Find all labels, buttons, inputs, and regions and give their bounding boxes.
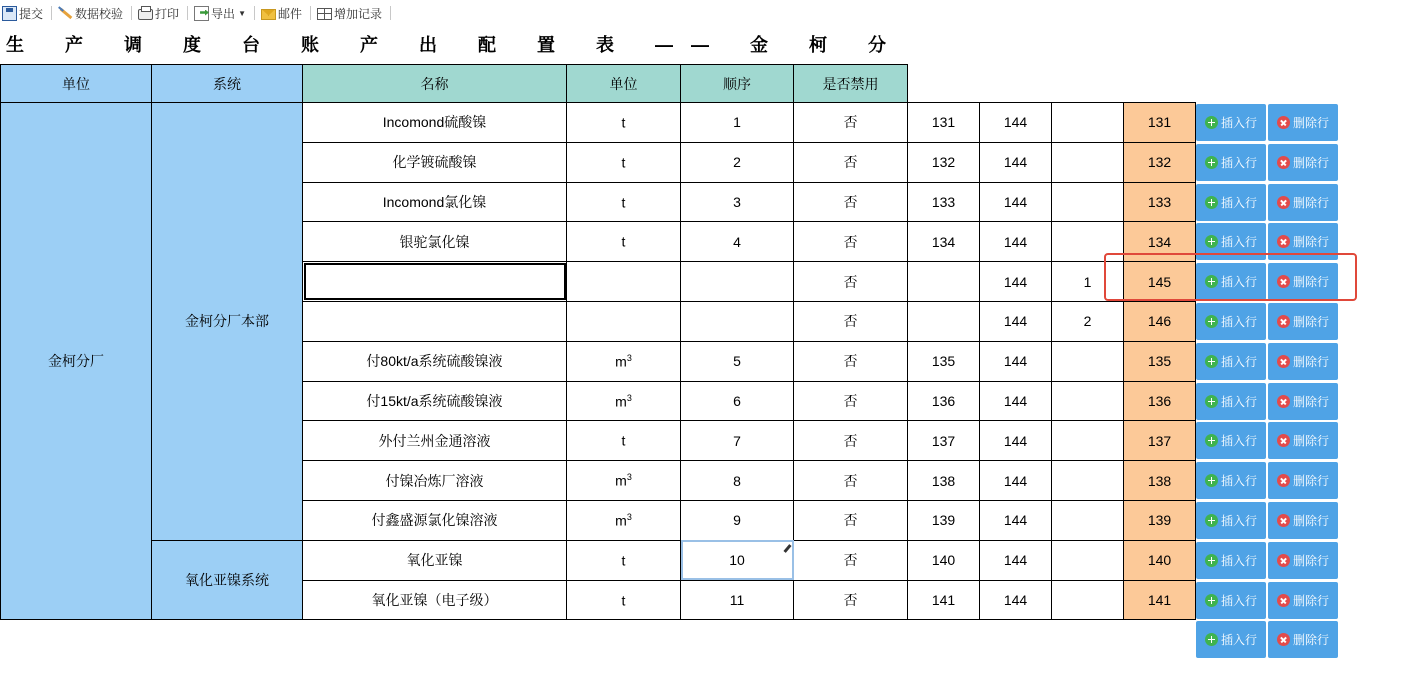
plus-icon — [1205, 355, 1218, 368]
key-cell[interactable]: 136 — [1124, 381, 1196, 421]
delete-row-button[interactable] — [1268, 582, 1338, 619]
parent-id-cell[interactable]: 144 — [980, 301, 1052, 341]
sub-index-cell[interactable] — [1052, 182, 1124, 222]
insert-row-label: 插入行 — [1220, 354, 1257, 369]
header-blank — [1124, 65, 1196, 103]
delete-row-button[interactable] — [1268, 184, 1338, 221]
mail-button[interactable] — [259, 2, 306, 24]
key-cell[interactable]: 133 — [1124, 182, 1196, 222]
parent-id-cell[interactable]: 144 — [980, 103, 1052, 143]
measure-unit-text: t — [621, 592, 626, 609]
delete-row-button[interactable] — [1268, 422, 1338, 459]
measure-unit-cell[interactable] — [567, 461, 681, 501]
delete-row-label: 删除行 — [1292, 553, 1329, 568]
print-label: 打印 — [155, 6, 180, 21]
disabled-cell[interactable]: 否 — [794, 461, 908, 501]
close-icon — [1277, 554, 1290, 567]
toolbar-divider — [390, 6, 391, 20]
plus-icon — [1205, 395, 1218, 408]
measure-unit-superscript: 3 — [626, 352, 632, 363]
action-row — [1196, 582, 1340, 619]
parent-id-cell[interactable]: 144 — [980, 262, 1052, 302]
id-cell[interactable]: 138 — [908, 461, 980, 501]
header-row — [1, 65, 1196, 103]
plus-icon — [1205, 633, 1218, 646]
order-cell[interactable]: 7 — [681, 421, 794, 461]
name-cell[interactable]: 氧化亚镍 — [303, 540, 567, 580]
insert-row-label: 插入行 — [1220, 116, 1257, 130]
print-button[interactable] — [136, 2, 183, 24]
delete-row-label: 删除行 — [1292, 434, 1329, 449]
parent-id-cell[interactable]: 144 — [980, 381, 1052, 421]
action-row — [1196, 104, 1340, 141]
id-cell[interactable]: 132 — [908, 142, 980, 182]
key-cell[interactable]: 135 — [1124, 341, 1196, 381]
delete-row-button[interactable] — [1268, 144, 1338, 181]
printer-icon — [138, 9, 153, 20]
parent-id-cell[interactable]: 144 — [980, 341, 1052, 381]
toolbar-divider — [254, 6, 255, 20]
header-name: 名称 — [303, 65, 567, 103]
highlight-annotation — [1104, 253, 1357, 301]
key-cell[interactable]: 139 — [1124, 500, 1196, 540]
caret-down-icon: ▼ — [238, 8, 246, 18]
plus-icon — [1205, 514, 1218, 527]
disabled-cell[interactable]: 否 — [794, 421, 908, 461]
sub-index-cell[interactable] — [1052, 540, 1124, 580]
action-row — [1196, 144, 1340, 181]
id-cell[interactable]: 135 — [908, 341, 980, 381]
name-cell[interactable] — [303, 262, 567, 302]
order-cell[interactable]: 1 — [681, 103, 794, 143]
pencil-icon — [783, 544, 791, 553]
insert-row-button[interactable] — [1196, 542, 1266, 579]
measure-unit-text: m — [615, 393, 627, 410]
id-cell[interactable]: 137 — [908, 421, 980, 461]
key-cell[interactable]: 145 — [1124, 262, 1196, 302]
measure-unit-cell[interactable] — [567, 182, 681, 222]
insert-row-label: 插入行 — [1220, 315, 1257, 329]
disabled-cell[interactable]: 否 — [794, 540, 908, 580]
close-icon — [1277, 434, 1290, 447]
insert-row-label: 插入行 — [1220, 553, 1257, 568]
close-icon — [1277, 395, 1290, 408]
close-icon — [1277, 315, 1290, 328]
measure-unit-text: t — [621, 194, 626, 211]
export-button[interactable] — [192, 2, 250, 24]
name-cell[interactable]: 付15kt/a系统硫酸镍液 — [303, 381, 567, 421]
sub-index-cell[interactable] — [1052, 500, 1124, 540]
plus-icon — [1205, 156, 1218, 169]
key-cell[interactable]: 131 — [1124, 103, 1196, 143]
disabled-cell[interactable]: 否 — [794, 103, 908, 143]
id-cell[interactable]: 140 — [908, 540, 980, 580]
disabled-cell[interactable]: 否 — [794, 381, 908, 421]
key-cell[interactable]: 137 — [1124, 421, 1196, 461]
name-cell[interactable]: 氧化亚镍（电子级） — [303, 580, 567, 620]
delete-row-button[interactable] — [1268, 621, 1338, 658]
delete-row-button[interactable] — [1268, 462, 1338, 499]
header-order: 顺序 — [681, 65, 794, 103]
measure-unit-cell[interactable] — [567, 301, 681, 341]
measure-unit-cell[interactable] — [567, 421, 681, 461]
plus-icon — [1205, 474, 1218, 487]
delete-row-label: 删除行 — [1292, 155, 1329, 170]
table-row — [1, 540, 1196, 580]
action-row — [1196, 502, 1340, 539]
measure-unit-cell[interactable] — [567, 341, 681, 381]
order-cell[interactable]: 6 — [681, 381, 794, 421]
measure-unit-superscript: 3 — [626, 472, 632, 483]
delete-row-button[interactable] — [1268, 343, 1338, 380]
close-icon — [1277, 633, 1290, 646]
parent-id-cell[interactable]: 144 — [980, 540, 1052, 580]
wand-icon — [58, 6, 73, 21]
id-cell[interactable]: 139 — [908, 500, 980, 540]
disabled-cell[interactable]: 否 — [794, 301, 908, 341]
disabled-cell[interactable]: 否 — [794, 580, 908, 620]
delete-row-label: 删除行 — [1292, 633, 1329, 648]
delete-row-label: 删除行 — [1292, 195, 1329, 210]
delete-row-label: 删除行 — [1292, 275, 1329, 290]
order-cell[interactable]: 9 — [681, 500, 794, 540]
measure-unit-text: t — [621, 433, 626, 450]
order-cell[interactable]: 10 — [681, 540, 794, 580]
parent-id-cell[interactable]: 144 — [980, 222, 1052, 262]
name-cell[interactable]: 银驼氯化镍 — [303, 222, 567, 262]
plus-icon — [1205, 594, 1218, 607]
delete-row-label: 删除行 — [1292, 354, 1329, 369]
header-blank — [908, 65, 980, 103]
insert-row-button[interactable] — [1196, 502, 1266, 539]
config-table — [0, 64, 1196, 620]
key-cell[interactable]: 134 — [1124, 222, 1196, 262]
name-cell[interactable]: 付鑫盛源氯化镍溶液 — [303, 500, 567, 540]
insert-row-button[interactable] — [1196, 303, 1266, 340]
close-icon — [1277, 196, 1290, 209]
action-row — [1196, 422, 1340, 459]
order-cell[interactable]: 3 — [681, 182, 794, 222]
plus-icon — [1205, 235, 1218, 248]
measure-unit-text: m — [615, 472, 627, 489]
name-cell[interactable]: 付镍冶炼厂溶液 — [303, 461, 567, 501]
measure-unit-cell[interactable] — [567, 580, 681, 620]
insert-row-label: 插入行 — [1220, 275, 1257, 290]
insert-row-label: 插入行 — [1220, 593, 1257, 608]
id-cell[interactable] — [908, 262, 980, 302]
mail-label: 邮件 — [277, 6, 302, 21]
name-cell[interactable]: 化学镀硫酸镍 — [303, 142, 567, 182]
action-row — [1196, 184, 1340, 221]
order-cell[interactable] — [681, 301, 794, 341]
header-blank — [1052, 65, 1124, 103]
action-row — [1196, 343, 1340, 380]
disabled-cell[interactable]: 否 — [794, 182, 908, 222]
sub-index-cell[interactable] — [1052, 381, 1124, 421]
toolbar-divider — [187, 6, 188, 20]
plus-icon — [1205, 196, 1218, 209]
action-row — [1196, 303, 1340, 340]
page-title: 生 产 调 度 台 账 产 出 配 置 表 —— 金 柯 分 — [5, 35, 904, 55]
disabled-cell[interactable]: 否 — [794, 142, 908, 182]
parent-id-cell[interactable]: 144 — [980, 421, 1052, 461]
insert-row-button[interactable] — [1196, 621, 1266, 658]
sub-index-cell[interactable] — [1052, 103, 1124, 143]
order-cell[interactable]: 2 — [681, 142, 794, 182]
id-cell[interactable]: 131 — [908, 103, 980, 143]
insert-row-button[interactable] — [1196, 462, 1266, 499]
order-cell[interactable]: 8 — [681, 461, 794, 501]
unit-cell[interactable]: 金柯分厂 — [1, 103, 152, 620]
disabled-cell[interactable]: 否 — [794, 341, 908, 381]
header-blank — [980, 65, 1052, 103]
insert-row-button[interactable] — [1196, 104, 1266, 141]
delete-row-button[interactable] — [1268, 502, 1338, 539]
close-icon — [1277, 235, 1290, 248]
header-disabled: 是否禁用 — [794, 65, 908, 103]
toolbar-divider — [131, 6, 132, 20]
header-unit: 单位 — [1, 65, 152, 103]
parent-id-cell[interactable]: 144 — [980, 500, 1052, 540]
insert-row-label: 插入行 — [1220, 474, 1257, 489]
header-system: 系统 — [152, 65, 303, 103]
name-cell[interactable]: 外付兰州金通溶液 — [303, 421, 567, 461]
delete-row-label: 删除行 — [1292, 593, 1329, 608]
insert-row-label: 插入行 — [1220, 235, 1257, 250]
insert-row-label: 插入行 — [1220, 514, 1257, 528]
insert-row-button[interactable] — [1196, 343, 1266, 380]
order-cell[interactable]: 4 — [681, 222, 794, 262]
action-row — [1196, 621, 1340, 658]
measure-unit-superscript: 3 — [626, 512, 632, 523]
add-record-label: 增加记录 — [334, 6, 383, 21]
parent-id-cell[interactable]: 144 — [980, 580, 1052, 620]
delete-row-label: 删除行 — [1292, 474, 1329, 489]
parent-id-cell[interactable]: 144 — [980, 182, 1052, 222]
submit-button[interactable] — [0, 2, 47, 24]
delete-row-label: 删除行 — [1292, 116, 1329, 130]
id-cell[interactable]: 134 — [908, 222, 980, 262]
action-row — [1196, 462, 1340, 499]
id-cell[interactable]: 136 — [908, 381, 980, 421]
measure-unit-text: m — [615, 512, 627, 529]
insert-row-label: 插入行 — [1220, 633, 1257, 648]
id-cell[interactable]: 133 — [908, 182, 980, 222]
close-icon — [1277, 116, 1290, 129]
sub-index-cell[interactable] — [1052, 580, 1124, 620]
sub-index-cell[interactable] — [1052, 142, 1124, 182]
key-cell[interactable]: 146 — [1124, 301, 1196, 341]
insert-row-button[interactable] — [1196, 184, 1266, 221]
delete-row-label: 删除行 — [1292, 315, 1329, 329]
insert-row-button[interactable] — [1196, 422, 1266, 459]
key-cell[interactable]: 140 — [1124, 540, 1196, 580]
key-cell[interactable]: 141 — [1124, 580, 1196, 620]
insert-row-button[interactable] — [1196, 144, 1266, 181]
add-row-icon — [317, 8, 332, 20]
header-measure-unit: 单位 — [567, 65, 681, 103]
measure-unit-superscript: 3 — [626, 392, 632, 403]
add-record-button[interactable] — [315, 2, 386, 24]
order-cell[interactable]: 11 — [681, 580, 794, 620]
table-row — [1, 103, 1196, 143]
name-cell[interactable] — [303, 301, 567, 341]
close-icon — [1277, 514, 1290, 527]
measure-unit-text: t — [621, 154, 626, 171]
name-cell[interactable]: Incomond氯化镍 — [303, 182, 567, 222]
measure-unit-cell[interactable] — [567, 381, 681, 421]
order-cell[interactable] — [681, 262, 794, 302]
insert-row-button[interactable] — [1196, 582, 1266, 619]
plus-icon — [1205, 116, 1218, 129]
delete-row-button[interactable] — [1268, 542, 1338, 579]
close-icon — [1277, 594, 1290, 607]
measure-unit-text: t — [621, 552, 626, 569]
disabled-cell[interactable]: 否 — [794, 262, 908, 302]
id-cell[interactable]: 141 — [908, 580, 980, 620]
toolbar-divider — [310, 6, 311, 20]
parent-id-cell[interactable]: 144 — [980, 461, 1052, 501]
insert-row-label: 插入行 — [1220, 155, 1257, 170]
sub-index-cell[interactable]: 1 — [1052, 262, 1124, 302]
measure-unit-cell[interactable] — [567, 142, 681, 182]
delete-row-button[interactable] — [1268, 303, 1338, 340]
measure-unit-cell[interactable] — [567, 540, 681, 580]
save-icon — [2, 6, 17, 21]
mail-icon — [261, 9, 276, 20]
measure-unit-text: t — [621, 234, 626, 251]
plus-icon — [1205, 554, 1218, 567]
toolbar-divider — [51, 6, 52, 20]
export-label: 导出 — [211, 6, 236, 21]
delete-row-button[interactable] — [1268, 383, 1338, 420]
action-row — [1196, 383, 1340, 420]
action-row — [1196, 542, 1340, 579]
insert-row-label: 插入行 — [1220, 434, 1257, 449]
close-icon — [1277, 156, 1290, 169]
disabled-cell[interactable]: 否 — [794, 222, 908, 262]
plus-icon — [1205, 315, 1218, 328]
sub-index-cell[interactable] — [1052, 461, 1124, 501]
submit-label: 提交 — [19, 6, 44, 21]
validate-label: 数据校验 — [75, 6, 124, 21]
id-cell[interactable] — [908, 301, 980, 341]
delete-row-button[interactable] — [1268, 104, 1338, 141]
sub-index-cell[interactable] — [1052, 421, 1124, 461]
measure-unit-text: m — [615, 353, 627, 370]
system-cell[interactable]: 氧化亚镍系统 — [152, 540, 303, 620]
delete-row-label: 删除行 — [1292, 235, 1329, 250]
sub-index-cell[interactable]: 2 — [1052, 301, 1124, 341]
close-icon — [1277, 474, 1290, 487]
disabled-cell[interactable]: 否 — [794, 500, 908, 540]
measure-unit-cell[interactable] — [567, 222, 681, 262]
insert-row-button[interactable] — [1196, 383, 1266, 420]
key-cell[interactable]: 138 — [1124, 461, 1196, 501]
insert-row-label: 插入行 — [1220, 394, 1257, 409]
name-cell[interactable]: Incomond硫酸镍 — [303, 103, 567, 143]
measure-unit-cell[interactable] — [567, 103, 681, 143]
plus-icon — [1205, 434, 1218, 447]
close-icon — [1277, 355, 1290, 368]
validate-button[interactable] — [56, 2, 127, 24]
measure-unit-text: t — [621, 114, 626, 131]
system-cell[interactable]: 金柯分厂本部 — [152, 103, 303, 541]
sub-index-cell[interactable] — [1052, 341, 1124, 381]
order-cell[interactable]: 5 — [681, 341, 794, 381]
measure-unit-cell[interactable] — [567, 500, 681, 540]
measure-unit-cell[interactable] — [567, 262, 681, 302]
key-cell[interactable]: 132 — [1124, 142, 1196, 182]
insert-row-label: 插入行 — [1220, 195, 1257, 210]
delete-row-label: 删除行 — [1292, 514, 1329, 528]
parent-id-cell[interactable]: 144 — [980, 142, 1052, 182]
name-cell[interactable]: 付80kt/a系统硫酸镍液 — [303, 341, 567, 381]
export-icon — [194, 6, 209, 21]
toolbar — [0, 0, 1419, 26]
delete-row-label: 删除行 — [1292, 394, 1329, 409]
